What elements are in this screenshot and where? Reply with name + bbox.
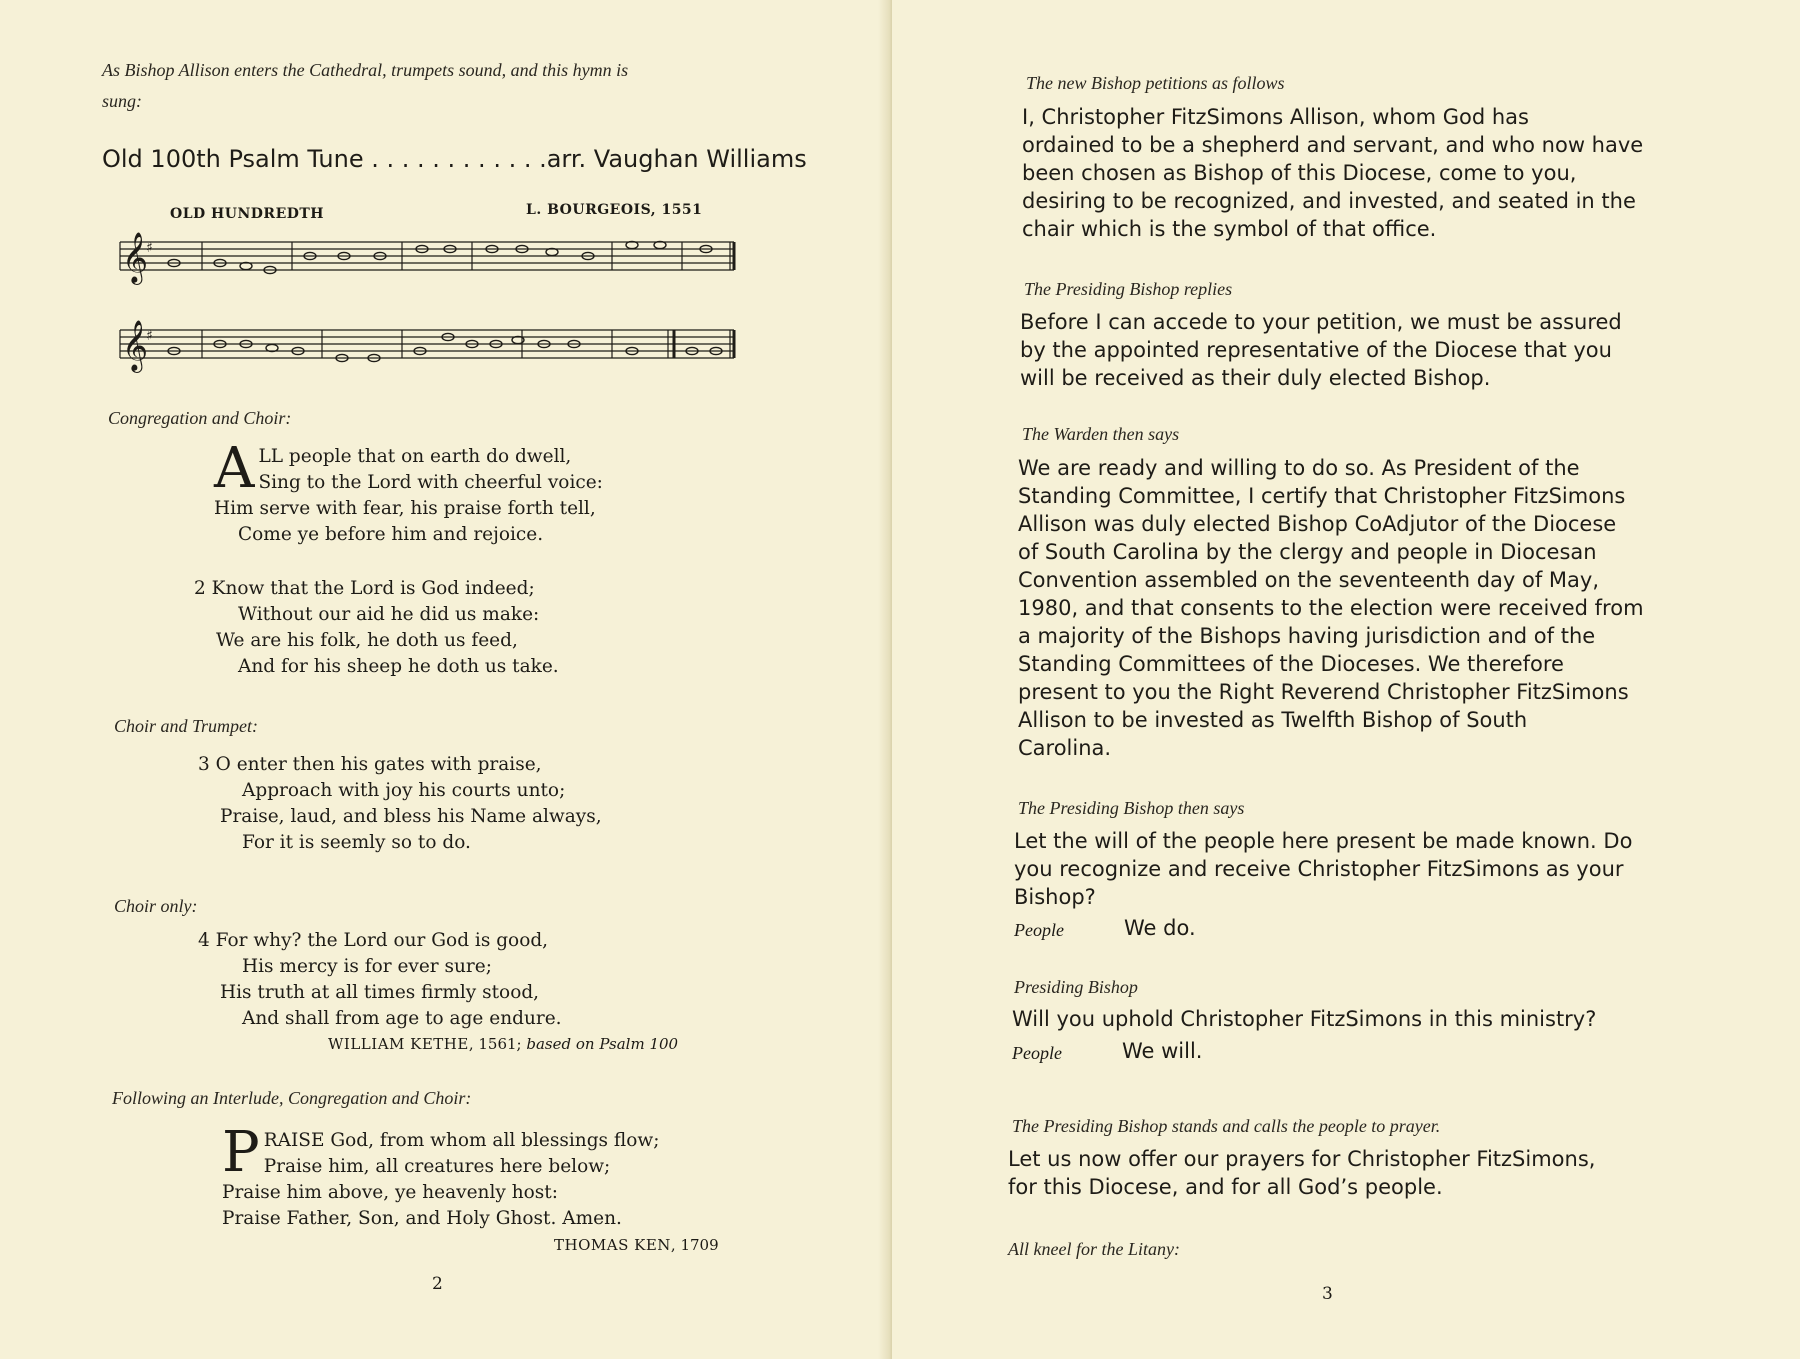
petition-line: been chosen as Bishop of this Diocese, come to you, [1022,161,1577,185]
people-label-1: People [1014,920,1064,940]
credit-kethe-source: based on Psalm 100 [526,1035,679,1053]
rubric-presiding-replies: The Presiding Bishop replies [1024,279,1233,299]
verse3-line3: Praise, laud, and bless his Name always, [220,806,602,827]
rubric-warden: The Warden then says [1022,424,1180,444]
warden-line: Allison to be invested as Twelfth Bishop of South [1018,708,1528,732]
warden-line: Standing Committee, I certify that Christopher FitzSimons [1018,484,1626,508]
verse2-line2: Without our aid he did us make: [238,604,540,625]
reply-line: Before I can accede to your petition, we must be assured [1020,310,1622,334]
presiding-says-text [1014,827,1632,911]
people-label-2: People [1012,1043,1062,1063]
credit-kethe-rest: , 1561; [468,1035,527,1053]
verse3-line4: For it is seemly so to do. [242,832,471,853]
music-composer: L. BOURGEOIS, 1551 [526,202,703,218]
prayer-call-line: Let us now offer our prayers for Christopher FitzSimons, [1008,1147,1596,1171]
presiding-says-line: you recognize and receive Christopher FitzSimons as your [1014,857,1624,881]
rubric-choir-trumpet: Choir and Trumpet: [114,716,259,736]
svg-text:♯: ♯ [146,328,153,344]
warden-line: Allison was duly elected Bishop CoAdjutor of the Diocese [1018,512,1617,536]
verse3-line1: 3 O enter then his gates with praise, [198,754,542,775]
warden-line: a majority of the Bishops having jurisdiction and of the [1018,624,1596,648]
doxology-line3: Praise him above, ye heavenly host: [222,1182,558,1203]
svg-text:𝄞: 𝄞 [122,320,149,371]
people-response-1: We do. [1124,916,1196,940]
verse3-line2: Approach with joy his courts unto; [242,780,566,801]
hymn-doxology [222,1120,682,1232]
verse4-line1: 4 For why? the Lord our God is good, [198,930,549,951]
petition-text [1022,103,1643,243]
hymn-verse-1 [214,436,654,548]
presiding-says-line: Let the will of the people here present be made known. Do [1014,829,1633,853]
rubric-stands: The Presiding Bishop stands and calls the people to prayer. [1012,1116,1441,1136]
page-number-right: 3 [1322,1284,1333,1304]
left-page [0,0,888,1359]
page-number-left: 2 [432,1274,443,1294]
rubric-presiding-bishop: Presiding Bishop [1014,977,1138,997]
petition-line: chair which is the symbol of that office. [1022,217,1437,241]
verse4-line4: And shall from age to age endure. [242,1008,562,1029]
prayer-call-line: for this Diocese, and for all God’s people. [1008,1175,1443,1199]
svg-text:𝄞: 𝄞 [122,232,149,283]
verse1-line4: Come ye before him and rejoice. [238,524,544,545]
verse1-line3: Him serve with fear, his praise forth tell, [214,498,596,519]
verse4-line2: His mercy is for ever sure; [242,956,492,977]
rubric-interlude: Following an Interlude, Congregation and Choir: [112,1088,472,1108]
tune-title: Old 100th Psalm Tune . . . . . . . . . . . .arr. Vaughan Williams [102,145,807,173]
reply-line: by the appointed representative of the Diocese that you [1020,338,1612,362]
rubric-presiding-then: The Presiding Bishop then says [1018,798,1245,818]
doxology-line2: Praise him, all creatures here below; [263,1156,611,1177]
verse2-line1: 2 Know that the Lord is God indeed; [194,578,535,599]
hymn-verse-4 [198,928,562,1032]
warden-line: 1980, and that consents to the election were received from [1018,596,1644,620]
uphold-question: Will you uphold Christopher FitzSimons in this ministry? [1012,1007,1597,1031]
presiding-says-line: Bishop? [1014,885,1096,909]
doxology-dropcap: P [222,1120,260,1185]
warden-line: Convention assembled on the seventeenth day of May, [1018,568,1599,592]
rubric-congregation-choir: Congregation and Choir: [108,408,292,428]
credit-ken [554,1236,719,1254]
credit-ken-name: THOMAS KEN [554,1236,671,1254]
verse4-line3: His truth at all times firmly stood, [220,982,540,1003]
credit-kethe-name: WILLIAM KETHE [328,1035,469,1053]
warden-line: of South Carolina by the clergy and people in Diocesan [1018,540,1597,564]
hymn-verse-2 [194,576,559,680]
doxology-line1: RAISE God, from whom all blessings flow; [263,1130,660,1151]
prayer-call-text [1008,1145,1595,1201]
people-response-2: We will. [1122,1039,1203,1063]
reply-line: will be received as their duly elected Bishop. [1020,366,1491,390]
hymn-verse-3 [198,752,602,856]
credit-ken-rest: , 1709 [670,1236,719,1254]
warden-line: Carolina. [1018,736,1112,760]
right-page [892,0,1800,1359]
music-tune-name: OLD HUNDREDTH [170,206,325,222]
reply-text [1020,308,1622,392]
music-score [112,230,738,390]
petition-line: ordained to be a shepherd and servant, and who now have [1022,133,1644,157]
intro-rubric-line2: sung: [102,91,142,111]
warden-text [1018,454,1644,762]
warden-line: We are ready and willing to do so. As President of the [1018,456,1580,480]
verse2-line3: We are his folk, he doth us feed, [216,630,518,651]
petition-line: desiring to be recognized, and invested, and seated in the [1022,189,1636,213]
petition-line: I, Christopher FitzSimons Allison, whom God has [1022,105,1529,129]
warden-line: present to you the Right Reverend Christopher FitzSimons [1018,680,1629,704]
warden-line: Standing Committees of the Dioceses. We therefore [1018,652,1564,676]
verse1-line2: Sing to the Lord with cheerful voice: [258,472,603,493]
rubric-petition: The new Bishop petitions as follows [1026,73,1285,93]
verse2-line4: And for his sheep he doth us take. [238,656,559,677]
credit-kethe [328,1035,678,1053]
verse1-dropcap: A [214,436,255,501]
verse1-line1: LL people that on earth do dwell, [258,446,572,467]
svg-text:♯: ♯ [146,240,153,256]
doxology-line4: Praise Father, Son, and Holy Ghost. Amen. [222,1208,622,1229]
rubric-kneel: All kneel for the Litany: [1008,1239,1180,1259]
intro-rubric-line1: As Bishop Allison enters the Cathedral, trumpets sound, and this hymn is [102,60,629,80]
rubric-choir-only: Choir only: [114,896,198,916]
